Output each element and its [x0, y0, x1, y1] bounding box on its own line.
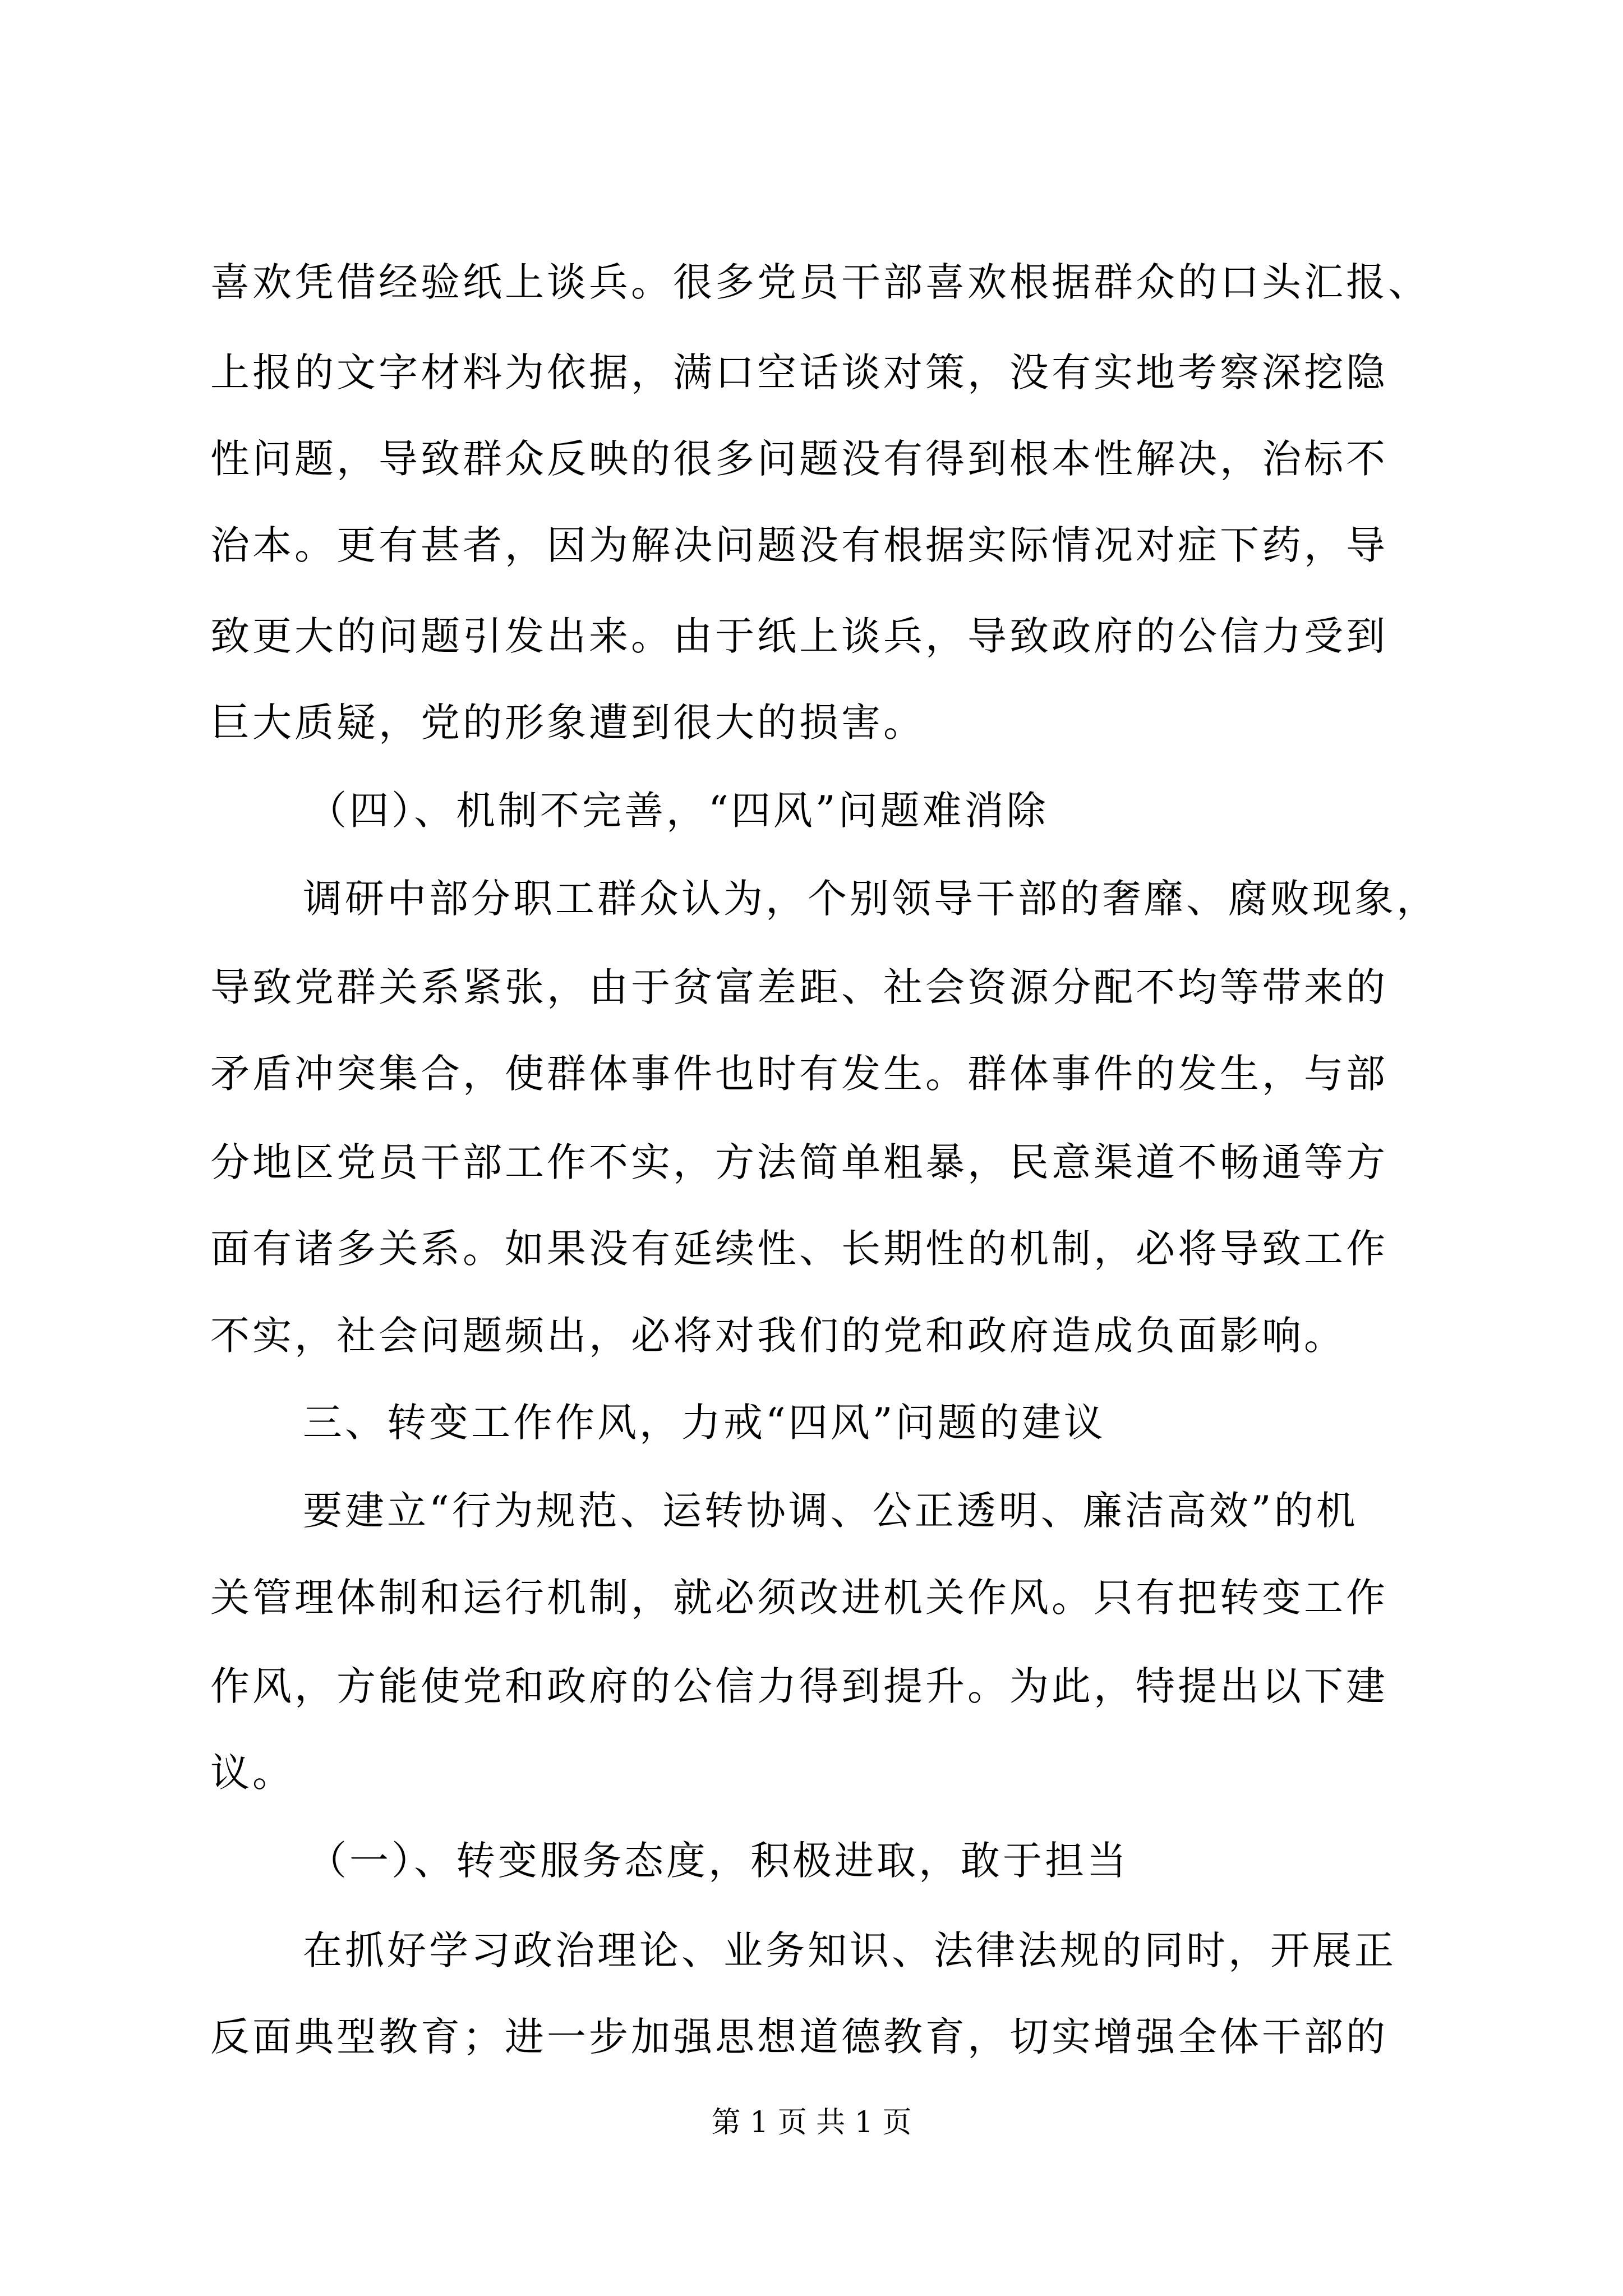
section-heading: （四）、机制不完善，“四风”问题难消除 [307, 788, 1049, 834]
body-text-line: 面有诸多关系。如果没有延续性、长期性的机制，必将导致工作 [210, 1226, 1388, 1272]
section-heading: （一）、转变服务态度，积极进取，敢于担当 [307, 1838, 1129, 1884]
body-text-line: 上报的文字材料为依据，满口空话谈对策，没有实地考察深挖隐 [210, 349, 1388, 395]
body-text-line: 巨大质疑，党的形象遭到很大的损害。 [210, 700, 925, 746]
body-text-line: 治本。更有甚者，因为解决问题没有根据实际情况对症下药，导 [210, 522, 1388, 568]
body-text-line: 性问题，导致群众反映的很多问题没有得到根本性解决，治标不 [210, 436, 1388, 482]
body-text-line: 导致党群关系紧张，由于贫富差距、社会资源分配不均等带来的 [210, 964, 1388, 1010]
body-text-line: 议。 [210, 1750, 294, 1796]
body-text-line: 关管理体制和运行机制，就必须改进机关作风。只有把转变工作 [210, 1575, 1388, 1621]
body-text-line: 反面典型教育；进一步加强思想道德教育，切实增强全体干部的 [210, 2014, 1388, 2060]
body-text-line: 作风，方能使党和政府的公信力得到提升。为此，特提出以下建 [210, 1663, 1388, 1709]
body-text-line: 致更大的问题引发出来。由于纸上谈兵，导致政府的公信力受到 [210, 613, 1388, 659]
body-text-line: 分地区党员干部工作不实，方法简单粗暴，民意渠道不畅通等方 [210, 1139, 1388, 1185]
section-heading: 三、转变工作作风，力戒“四风”问题的建议 [303, 1400, 1106, 1446]
body-text-line: 矛盾冲突集合，使群体事件也时有发生。群体事件的发生，与部 [210, 1051, 1388, 1097]
page-footer: 第 1 页 共 1 页 [711, 2106, 912, 2139]
body-text-line: 调研中部分职工群众认为，个别领导干部的奢靡、腐败现象， [303, 876, 1438, 922]
body-text-line: 不实，社会问题频出，必将对我们的党和政府造成负面影响。 [210, 1313, 1346, 1359]
body-text-line: 在抓好学习政治理论、业务知识、法律法规的同时，开展正 [303, 1927, 1396, 1973]
body-text-line: 要建立“行为规范、运转协调、公正透明、廉洁高效”的机 [303, 1488, 1358, 1534]
body-text-line: 喜欢凭借经验纸上谈兵。很多党员干部喜欢根据群众的口头汇报、 [210, 259, 1430, 305]
